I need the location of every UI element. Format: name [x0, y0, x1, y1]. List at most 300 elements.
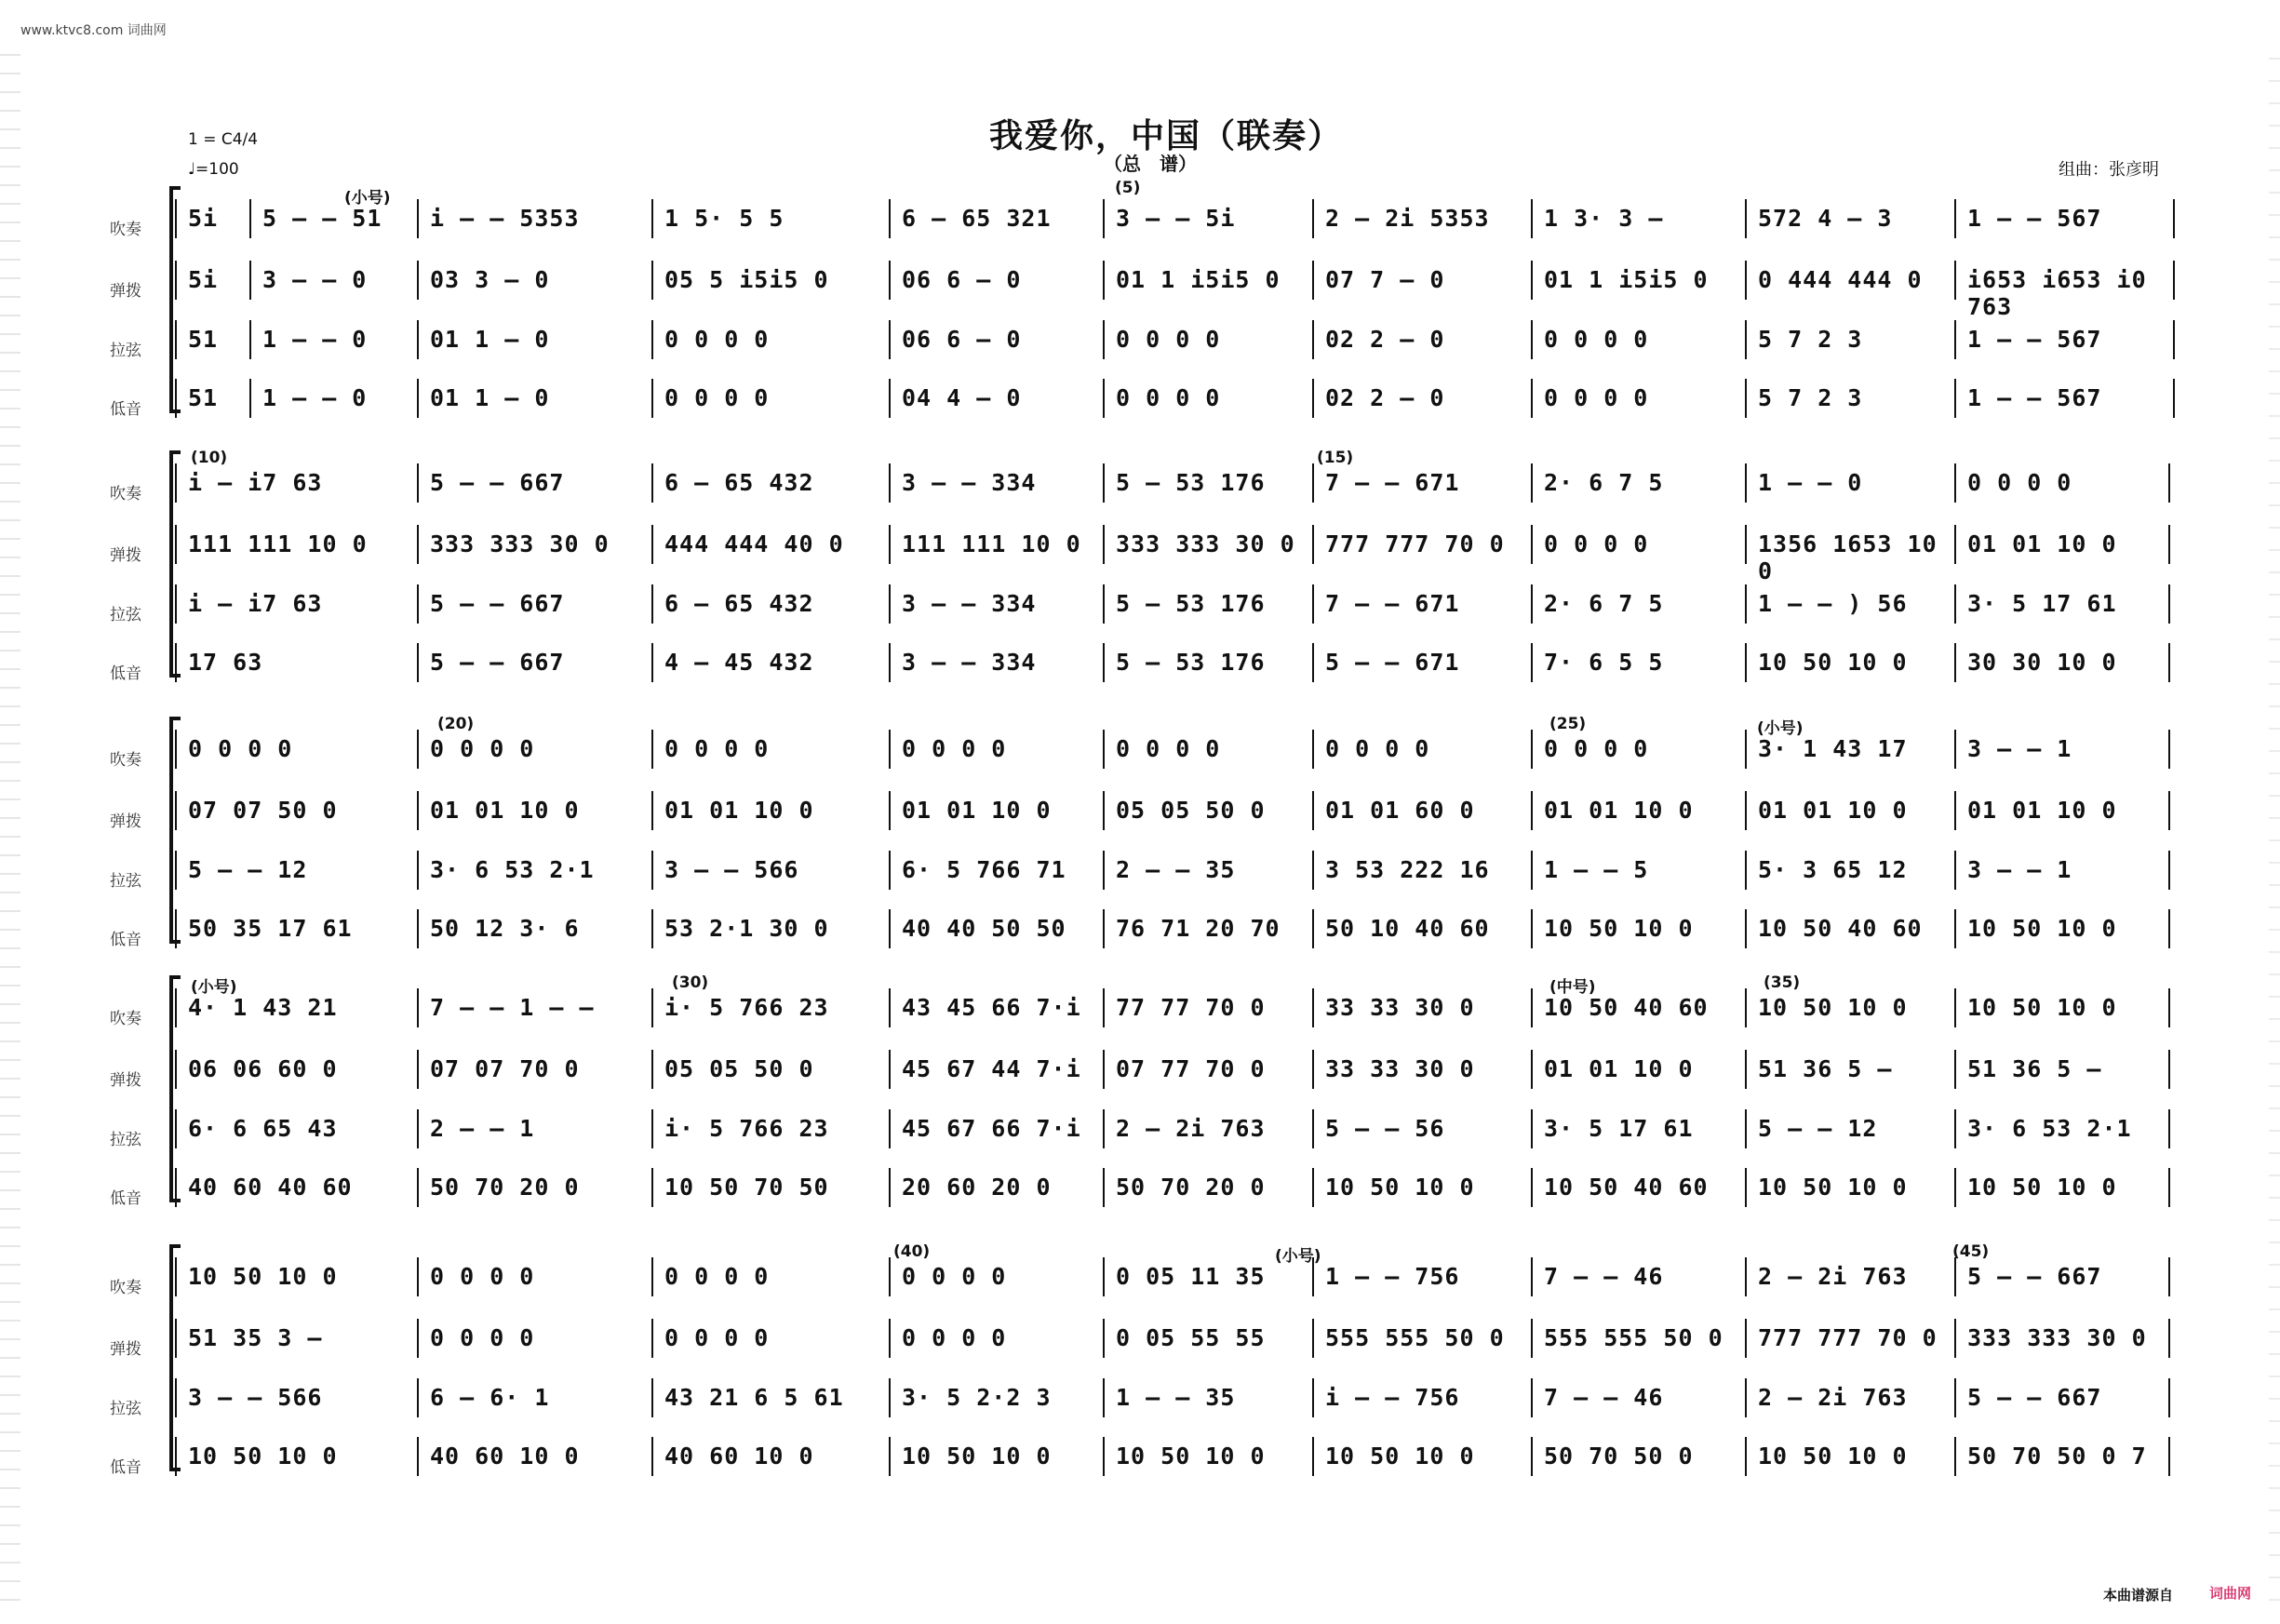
barline — [175, 791, 177, 830]
measure: 5· 3 65 12 — [1758, 856, 1908, 883]
measure: 3 – – 566 — [188, 1384, 323, 1411]
measure: 1 – – ) 56 — [1758, 590, 1908, 617]
barline — [1103, 909, 1105, 948]
footer-logo: 词曲网 — [2209, 1585, 2252, 1602]
barline — [1103, 1257, 1105, 1296]
measure: 07 7 – 0 — [1325, 266, 1445, 293]
instrument-label: 吹奏 — [110, 751, 141, 770]
measure: i653 i653 i0 763 — [1967, 266, 2147, 320]
barline — [1531, 1168, 1533, 1207]
barline — [1312, 988, 1314, 1027]
instrument-label: 吹奏 — [110, 221, 141, 239]
barline — [1103, 643, 1105, 682]
barline — [1103, 1378, 1105, 1417]
measure: 2· 6 7 5 — [1544, 590, 1664, 617]
barline — [1103, 463, 1105, 503]
barline — [1103, 525, 1105, 564]
measure: 53 2·1 30 0 — [664, 915, 829, 942]
barline — [1103, 199, 1105, 238]
barline — [1312, 1168, 1314, 1207]
barline — [2168, 1378, 2170, 1417]
barline — [1531, 988, 1533, 1027]
measure-number: (15) — [1317, 449, 1354, 467]
measure: 3· 5 17 61 — [1544, 1115, 1694, 1142]
barline — [1103, 988, 1105, 1027]
barline — [1103, 320, 1105, 359]
barline — [1531, 1050, 1533, 1089]
barline — [1312, 1437, 1314, 1476]
measure: 06 6 – 0 — [902, 266, 1022, 293]
barline — [1954, 379, 1956, 418]
barline — [651, 261, 653, 300]
barline — [1531, 1319, 1533, 1358]
barline — [2173, 320, 2175, 359]
barline — [175, 1168, 177, 1207]
barline — [2168, 463, 2170, 503]
measure: 07 07 50 0 — [188, 797, 338, 824]
barline — [249, 199, 251, 238]
measure: 1 3· 3 – — [1544, 205, 1664, 232]
staff-row — [0, 1115, 2280, 1152]
measure: 40 40 50 50 — [902, 915, 1066, 942]
barline — [175, 1378, 177, 1417]
barline — [2173, 199, 2175, 238]
barline — [889, 1050, 891, 1089]
tempo-marking: ♩=100 — [188, 160, 239, 179]
measure: 51 35 3 – — [188, 1324, 323, 1351]
measure: 7· 6 5 5 — [1544, 649, 1664, 676]
barline — [249, 261, 251, 300]
barline — [417, 643, 419, 682]
measure: 01 01 10 0 — [1544, 797, 1694, 824]
measure: 5i — [188, 205, 219, 232]
measure-number: (25) — [1549, 715, 1587, 733]
barline — [1954, 1378, 1956, 1417]
barline — [651, 988, 653, 1027]
measure: 5 – – 667 — [430, 649, 565, 676]
measure: 1 – – 567 — [1967, 384, 2102, 411]
measure: 1 – – 35 — [1116, 1384, 1236, 1411]
barline — [1312, 643, 1314, 682]
barline — [175, 851, 177, 890]
measure-number: (20) — [437, 715, 475, 733]
barline — [249, 320, 251, 359]
measure: 10 50 10 0 — [1967, 915, 2117, 942]
page-title: 我爱你，中国（联奏） — [989, 116, 1344, 155]
measure: 51 36 5 – — [1967, 1055, 2102, 1082]
instrument-label: 吹奏 — [110, 1279, 141, 1297]
barline — [1312, 730, 1314, 769]
barline — [1103, 1168, 1105, 1207]
measure: 17 63 — [188, 649, 263, 676]
measure: 5 – – 51 — [262, 205, 382, 232]
measure: 111 111 10 0 — [188, 530, 368, 557]
barline — [175, 730, 177, 769]
instrument-label: 拉弦 — [110, 606, 141, 624]
barline — [889, 261, 891, 300]
measure: 02 2 – 0 — [1325, 384, 1445, 411]
measure: 30 30 10 0 — [1967, 649, 2117, 676]
measure: 2 – – 1 — [430, 1115, 535, 1142]
measure: 2 – 2i 763 — [1758, 1263, 1908, 1290]
barline — [1531, 791, 1533, 830]
barline — [417, 791, 419, 830]
barline — [1312, 584, 1314, 624]
barline — [1312, 463, 1314, 503]
barline — [417, 1437, 419, 1476]
measure: 40 60 10 0 — [664, 1443, 814, 1470]
barline — [175, 1437, 177, 1476]
barline — [1312, 909, 1314, 948]
barline — [175, 320, 177, 359]
barline — [1531, 379, 1533, 418]
barline — [175, 379, 177, 418]
measure: 2 – 2i 5353 — [1325, 205, 1490, 232]
barline — [1745, 584, 1747, 624]
measure: 7 – – 671 — [1325, 469, 1460, 496]
measure: 50 35 17 61 — [188, 915, 353, 942]
barline — [1745, 1257, 1747, 1296]
barline — [175, 1050, 177, 1089]
barline — [1954, 1050, 1956, 1089]
barline — [417, 851, 419, 890]
measure: 0 0 0 0 — [430, 1263, 535, 1290]
barline — [2168, 988, 2170, 1027]
barline — [417, 730, 419, 769]
measure: 10 50 10 0 — [1544, 915, 1694, 942]
barline — [175, 643, 177, 682]
measure: i – – 5353 — [430, 205, 580, 232]
barline — [889, 1319, 891, 1358]
measure-number: (35) — [1764, 973, 1801, 992]
barline — [1312, 320, 1314, 359]
measure: 5 – – 12 — [188, 856, 308, 883]
instrument-label: 拉弦 — [110, 1400, 141, 1418]
staff-row — [0, 915, 2280, 952]
barline — [2168, 584, 2170, 624]
barline — [889, 1257, 891, 1296]
measure: 0 0 0 0 — [1544, 326, 1649, 353]
barline — [1531, 643, 1533, 682]
staff-row — [0, 205, 2280, 242]
page-subtitle: （总 谱） — [1104, 153, 1197, 175]
barline — [175, 463, 177, 503]
barline — [1531, 199, 1533, 238]
measure: 3 – – 334 — [902, 590, 1037, 617]
barline — [1312, 199, 1314, 238]
measure: 5 – – 667 — [430, 469, 565, 496]
barline — [889, 1378, 891, 1417]
measure: 0 0 0 0 — [1116, 384, 1221, 411]
barline — [651, 791, 653, 830]
staff-row — [0, 469, 2280, 506]
barline — [651, 1319, 653, 1358]
measure: 50 70 50 0 7 — [1967, 1443, 2147, 1470]
barline — [1954, 791, 1956, 830]
measure: 02 2 – 0 — [1325, 326, 1445, 353]
barline — [889, 851, 891, 890]
instrument-label: 低音 — [110, 1458, 141, 1477]
measure-number: (30) — [672, 973, 709, 992]
measure: 76 71 20 70 — [1116, 915, 1281, 942]
instrument-label: 低音 — [110, 400, 141, 419]
measure: 05 5 i5i5 0 — [664, 266, 829, 293]
barline — [1312, 1050, 1314, 1089]
measure: 51 — [188, 384, 219, 411]
staff-row — [0, 1443, 2280, 1480]
barline — [2168, 1050, 2170, 1089]
measure: 777 777 70 0 — [1758, 1324, 1938, 1351]
measure: 1 – – 567 — [1967, 326, 2102, 353]
barline — [1745, 1437, 1747, 1476]
measure: 01 01 10 0 — [1967, 797, 2117, 824]
measure: 7 – – 1 – – — [430, 994, 595, 1021]
barline — [1954, 1168, 1956, 1207]
barline — [889, 988, 891, 1027]
barline — [2168, 1168, 2170, 1207]
barline — [2168, 1319, 2170, 1358]
barline — [1745, 1378, 1747, 1417]
measure: 6 – 6· 1 — [430, 1384, 550, 1411]
instrument-label: 拉弦 — [110, 872, 141, 891]
instrument-label: 拉弦 — [110, 342, 141, 360]
barline — [1745, 379, 1747, 418]
composer-credit: 组曲：张彦明 — [2059, 160, 2159, 180]
staff-row — [0, 856, 2280, 893]
barline — [651, 379, 653, 418]
measure: 04 4 – 0 — [902, 384, 1022, 411]
staff-row — [0, 994, 2280, 1031]
barline — [889, 1168, 891, 1207]
barline — [651, 584, 653, 624]
measure: 01 01 10 0 — [902, 797, 1052, 824]
measure: 06 06 60 0 — [188, 1055, 338, 1082]
barline — [417, 320, 419, 359]
barline — [889, 643, 891, 682]
barline — [1745, 320, 1747, 359]
measure: 5 – 53 176 — [1116, 469, 1266, 496]
barline — [2173, 261, 2175, 300]
measure: 10 50 10 0 — [1758, 994, 1908, 1021]
measure: 40 60 40 60 — [188, 1174, 353, 1201]
measure: 01 01 10 0 — [1758, 797, 1908, 824]
barline — [417, 584, 419, 624]
barline — [1103, 851, 1105, 890]
barline — [1531, 909, 1533, 948]
barline — [1954, 320, 1956, 359]
barline — [175, 261, 177, 300]
barline — [1531, 851, 1533, 890]
instrument-label: 吹奏 — [110, 485, 141, 503]
measure: i – – 756 — [1325, 1384, 1460, 1411]
measure-number: (5) — [1115, 179, 1141, 197]
staff-row — [0, 797, 2280, 834]
barline — [1312, 851, 1314, 890]
measure: 0 0 0 0 — [1967, 469, 2072, 496]
staff-row — [0, 1174, 2280, 1211]
barline — [1531, 525, 1533, 564]
barline — [651, 643, 653, 682]
measure: 0 0 0 0 — [664, 735, 770, 762]
measure: 3 – – 1 — [1967, 856, 2072, 883]
barline — [1954, 1319, 1956, 1358]
barline — [1531, 584, 1533, 624]
measure: 444 444 40 0 — [664, 530, 844, 557]
measure: 3 – – 5i — [1116, 205, 1236, 232]
measure: 0 0 0 0 — [430, 1324, 535, 1351]
instrument-label: 弹拨 — [110, 282, 141, 301]
measure: 6· 5 766 71 — [902, 856, 1066, 883]
measure: 2 – 2i 763 — [1758, 1384, 1908, 1411]
barline — [175, 525, 177, 564]
measure: 6 – 65 432 — [664, 590, 814, 617]
barline — [417, 463, 419, 503]
instrument-label: 吹奏 — [110, 1010, 141, 1028]
instrument-label: 低音 — [110, 664, 141, 683]
measure: 5 – – 56 — [1325, 1115, 1445, 1142]
measure: 0 0 0 0 — [1116, 735, 1221, 762]
barline — [2173, 379, 2175, 418]
barline — [1954, 463, 1956, 503]
measure-number: (40) — [893, 1242, 931, 1261]
barline — [1531, 1109, 1533, 1148]
measure: 3· 6 53 2·1 — [430, 856, 595, 883]
measure: 6 – 65 432 — [664, 469, 814, 496]
measure: i· 5 766 23 — [664, 994, 829, 1021]
measure: 07 77 70 0 — [1116, 1055, 1266, 1082]
barline — [249, 379, 251, 418]
measure: 3· 1 43 17 — [1758, 735, 1908, 762]
measure: 10 50 10 0 — [1967, 994, 2117, 1021]
barline — [889, 525, 891, 564]
measure: 5 – – 667 — [430, 590, 565, 617]
barline — [651, 1168, 653, 1207]
measure: 1 5· 5 5 — [664, 205, 785, 232]
barline — [1312, 1319, 1314, 1358]
instrument-label: 弹拨 — [110, 812, 141, 831]
barline — [1745, 643, 1747, 682]
barline — [1312, 1378, 1314, 1417]
barline — [2168, 643, 2170, 682]
barline — [651, 1109, 653, 1148]
measure: 0 444 444 0 — [1758, 266, 1923, 293]
barline — [889, 1109, 891, 1148]
barline — [651, 1378, 653, 1417]
measure: 5 – 53 176 — [1116, 649, 1266, 676]
barline — [1312, 791, 1314, 830]
measure: 5 – 53 176 — [1116, 590, 1266, 617]
instrument-label: 弹拨 — [110, 1071, 141, 1090]
measure: 05 05 50 0 — [664, 1055, 814, 1082]
measure: 555 555 50 0 — [1544, 1324, 1723, 1351]
barline — [175, 1319, 177, 1358]
instrument-label: 弹拨 — [110, 1340, 141, 1359]
measure: 5i — [188, 266, 219, 293]
barline — [417, 199, 419, 238]
barline — [1312, 1257, 1314, 1296]
measure: 5 7 2 3 — [1758, 384, 1863, 411]
staff-row — [0, 530, 2280, 584]
barline — [417, 1050, 419, 1089]
barline — [2168, 791, 2170, 830]
barline — [1103, 791, 1105, 830]
barline — [1531, 1257, 1533, 1296]
barline — [1954, 988, 1956, 1027]
measure: 333 333 30 0 — [1967, 1324, 2147, 1351]
measure-number: (45) — [1952, 1242, 1990, 1261]
barline — [1954, 851, 1956, 890]
barline — [1954, 199, 1956, 238]
instrument-label: 低音 — [110, 931, 141, 949]
measure: 777 777 70 0 — [1325, 530, 1505, 557]
barline — [1103, 261, 1105, 300]
measure: 43 45 66 7·i — [902, 994, 1081, 1021]
barline — [651, 730, 653, 769]
measure: 10 50 10 0 — [188, 1443, 338, 1470]
barline — [1531, 1378, 1533, 1417]
measure: 4· 1 43 21 — [188, 994, 338, 1021]
instrument-label: 拉弦 — [110, 1131, 141, 1149]
barline — [651, 1437, 653, 1476]
barline — [417, 1378, 419, 1417]
barline — [1745, 791, 1747, 830]
barline — [175, 199, 177, 238]
measure: 10 50 10 0 — [1325, 1174, 1475, 1201]
barline — [1531, 261, 1533, 300]
measure: 1 – – 567 — [1967, 205, 2102, 232]
measure: 10 50 40 60 — [1544, 1174, 1709, 1201]
measure: 4 – 45 432 — [664, 649, 814, 676]
measure: 3· 5 2·2 3 — [902, 1384, 1052, 1411]
measure: 51 36 5 – — [1758, 1055, 1893, 1082]
barline — [1745, 1050, 1747, 1089]
measure: 01 1 i5i5 0 — [1544, 266, 1709, 293]
measure: 01 01 10 0 — [430, 797, 580, 824]
barline — [1531, 463, 1533, 503]
measure: 3 – – 566 — [664, 856, 799, 883]
measure: 3 – – 1 — [1967, 735, 2072, 762]
barline — [1745, 730, 1747, 769]
barline — [2168, 1437, 2170, 1476]
measure: 0 0 0 0 — [1544, 735, 1649, 762]
barline — [889, 791, 891, 830]
barline — [1103, 1319, 1105, 1358]
measure: 43 21 6 5 61 — [664, 1384, 844, 1411]
barline — [889, 909, 891, 948]
measure: 10 50 10 0 — [1967, 1174, 2117, 1201]
barline — [175, 988, 177, 1027]
barline — [2168, 730, 2170, 769]
barline — [1954, 730, 1956, 769]
staff-row — [0, 1324, 2280, 1362]
barline — [1745, 261, 1747, 300]
measure: 3· 5 17 61 — [1967, 590, 2117, 617]
measure: 0 0 0 0 — [902, 1263, 1007, 1290]
barline — [1531, 730, 1533, 769]
barline — [889, 320, 891, 359]
barline — [651, 851, 653, 890]
staff-row — [0, 590, 2280, 627]
barline — [2168, 1109, 2170, 1148]
measure: 50 70 20 0 — [1116, 1174, 1266, 1201]
barline — [1103, 1437, 1105, 1476]
measure: 01 1 – 0 — [430, 384, 550, 411]
barline — [1745, 463, 1747, 503]
measure: 77 77 70 0 — [1116, 994, 1266, 1021]
barline — [1312, 1109, 1314, 1148]
measure: 0 0 0 0 — [1544, 530, 1649, 557]
measure: 10 50 40 60 — [1758, 915, 1923, 942]
